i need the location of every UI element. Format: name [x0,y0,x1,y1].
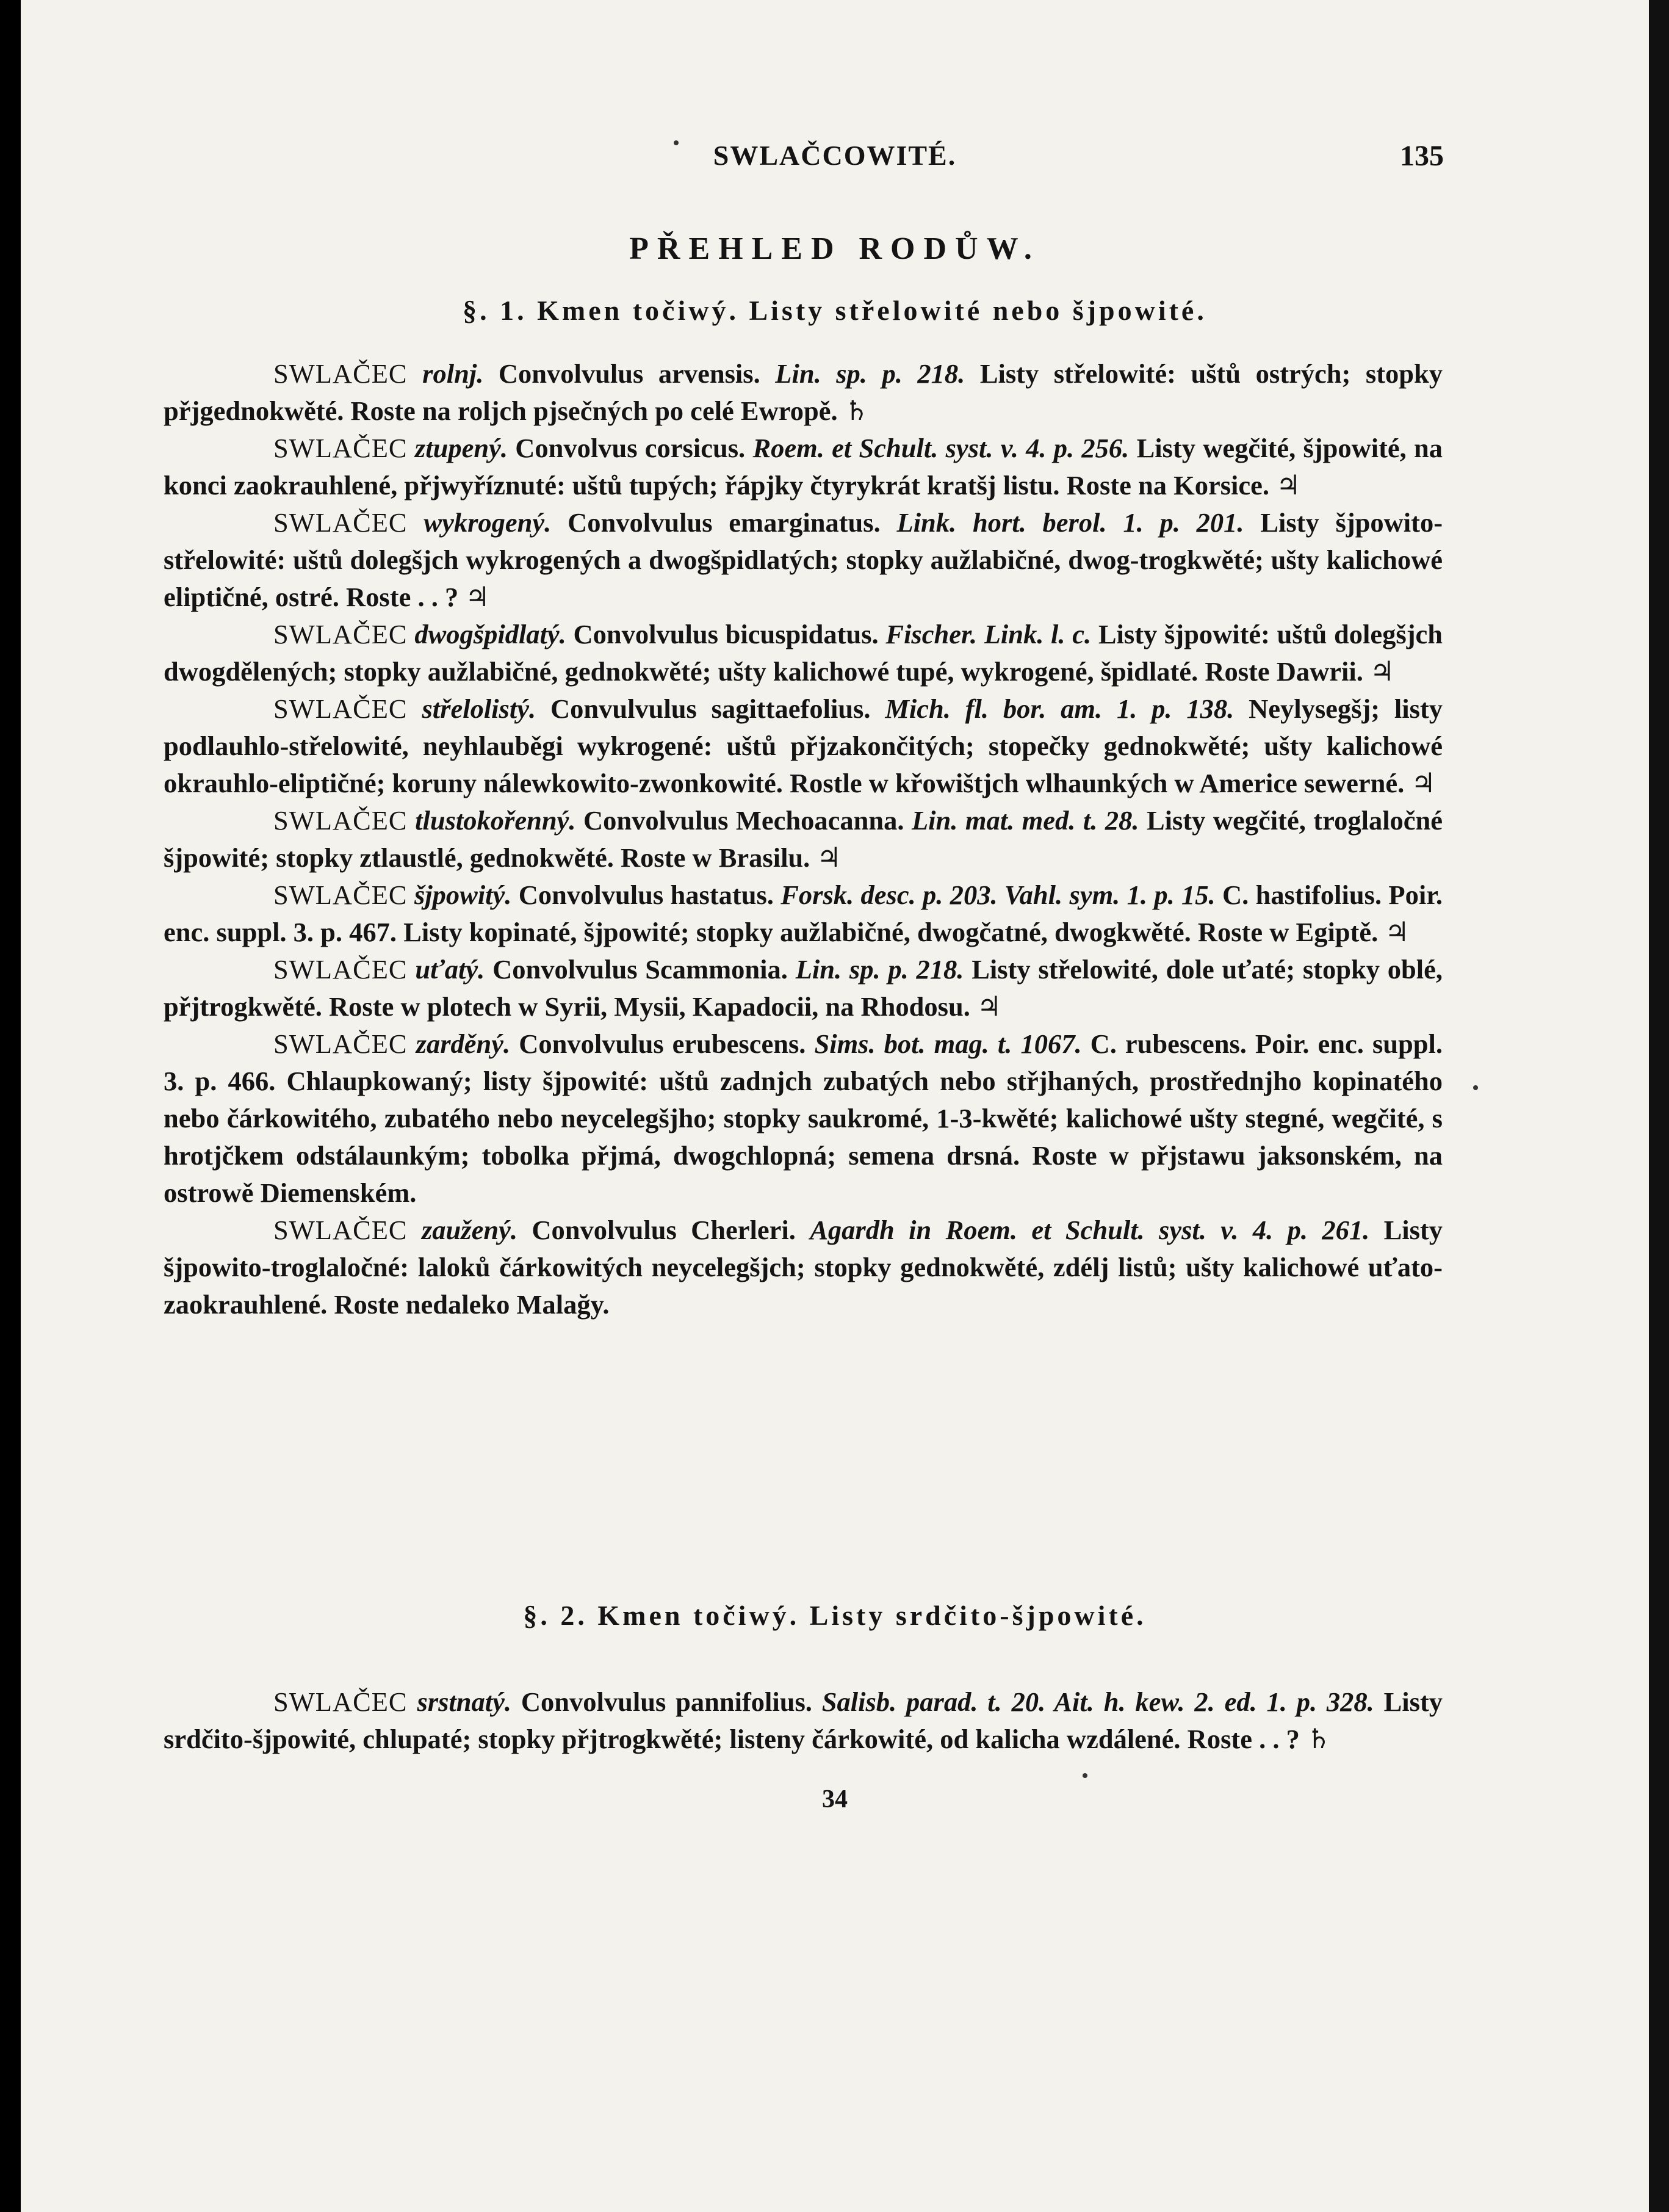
species-entry [164,1683,1443,1758]
genus-name: SWLAČEC [273,693,408,724]
czech-epithet: šjpowitý. [414,880,512,910]
life-form-symbol: ♃ [1385,917,1410,947]
running-title: SWLAČCOWITÉ. [713,140,957,171]
description: Listy wegčité, šjpowité, na konci zaokrauhlené, přjwyříznuté: uštů tupých; řápjky čtyrykrát kratšj listu. Roste na Korsice. [164,433,1443,501]
description: C. rubescens. Poir. enc. suppl. 3. p. 466. Chlaupkowaný; listy šjpowité: uštů zadnjch zubatých nebo střjhaných, prostřednjho kopinatého nebo čárkowitého, zubatého nebo neycelegšjho; stopky saukromé, 1-3-kwěté; kalichowé ušty stegné, wegčité, s hrotjčkem odstálaunkým; tobolka přjmá, dwogchlopná; semena drsná. Roste w přjstawu jaksonském, na ostrowě Diemenském. [164,1028,1443,1208]
latin-name: Convolvus corsicus. [515,433,746,463]
species-entry [164,355,1443,430]
latin-name: Convolvulus Scammonia. [492,954,788,985]
citation: Sims. bot. mag. t. 1067. [814,1028,1082,1059]
czech-epithet: dwogšpidlatý. [414,619,566,649]
species-entry [164,690,1443,802]
genus-name: SWLAČEC [273,880,408,910]
czech-epithet: tlustokořenný. [415,805,576,836]
description: Neylysegšj; listy podlauhlo-střelowité, neyhlauběgi wykrogené: uštů přjzakončitých; stopečky gednokwěté; ušty kalichowé okrauhlo-eliptičné; koruny nálewkowito-zwonkowité. Rostle w křowištjch wlhaunkých w Americe sewerné. [164,693,1443,798]
section-title: §. 2. Kmen točiwý. Listy srdčito-šjpowité. [523,1600,1147,1631]
description: Listy šjpowité: uštů dolegšjch dwogdělených; stopky aužlabičné, gednokwěté; ušty kalichowé tupé, wykrogené, špidlaté. Roste Dawrii. [164,619,1443,687]
genus-name: SWLAČEC [273,1686,408,1717]
czech-epithet: wykrogený. [424,507,552,538]
czech-epithet: zarděný. [416,1028,511,1059]
species-entry [164,802,1443,876]
page-heading: PŘEHLED RODŮW. [629,231,1040,266]
latin-name: Convolvulus bicuspidatus. [573,619,879,649]
latin-name: Convolvulus erubescens. [519,1028,806,1059]
life-form-symbol: ♃ [1370,656,1394,687]
ink-speck [1473,1085,1478,1090]
genus-name: SWLAČEC [273,507,408,538]
book-page [21,0,1649,2212]
life-form-symbol: ♄ [844,396,869,426]
latin-name: Convolvulus arvensis. [498,358,760,389]
latin-name: Convolvulus hastatus. [518,880,774,910]
entries-block [164,1683,1443,1758]
description: Listy srdčito-šjpowité, chlupaté; stopky přjtrogkwěté; listeny čárkowité, od kalicha wzdálené. Roste . . ? [164,1686,1443,1754]
entries-block [164,355,1443,1323]
species-entry [164,616,1443,690]
citation: Link. hort. berol. 1. p. 201. [896,507,1244,538]
latin-name: Convolvulus emarginatus. [568,507,881,538]
description: Listy wegčité, troglaločné šjpowité; stopky ztlaustlé, gednokwěté. Roste w Brasilu. [164,805,1443,873]
czech-epithet: rolnj. [422,358,484,389]
latin-name: Convolvulus Mechoacanna. [583,805,904,836]
species-entry [164,1212,1443,1323]
life-form-symbol: ♃ [816,842,842,873]
ink-speck [674,140,679,145]
czech-epithet: srstnatý. [417,1686,512,1717]
species-entry [164,430,1443,504]
genus-name: SWLAČEC [273,619,408,649]
genus-name: SWLAČEC [273,954,408,985]
citation: Lin. sp. p. 218. [795,954,964,985]
scan-edge [1649,0,1669,2212]
species-entry [164,876,1443,951]
latin-name: Convulvulus sagittaefolius. [550,693,871,724]
latin-name: Convolvulus pannifolius. [521,1686,812,1717]
page-header [21,139,1649,182]
life-form-symbol: ♃ [1276,470,1301,501]
latin-name: Convolvulus Cherleri. [532,1215,796,1245]
life-form-symbol: ♄ [1306,1724,1331,1754]
life-form-symbol: ♃ [1411,768,1436,798]
czech-epithet: zaužený. [421,1215,517,1245]
species-entry [164,504,1443,616]
genus-name: SWLAČEC [273,358,408,389]
citation: Lin. sp. p. 218. [775,358,965,389]
section-title: §. 1. Kmen točiwý. Listy střelowité nebo šjpowité. [463,295,1207,326]
citation: Salisb. parad. t. 20. Ait. h. kew. 2. ed. 1. p. 328. [821,1686,1374,1717]
description: C. hastifolius. Poir. enc. suppl. 3. p. 467. Listy kopinaté, šjpowité; stopky aužlabičné, dwogčatné, dwogkwěté. Roste w Egiptě. [164,880,1443,947]
ink-speck [1083,1773,1087,1778]
genus-name: SWLAČEC [273,805,408,836]
species-entry [164,1025,1443,1212]
citation: Roem. et Schult. syst. v. 4. p. 256. [752,433,1130,463]
page-number: 135 [1400,140,1444,172]
life-form-symbol: ♃ [976,991,1001,1022]
czech-epithet: střelolistý. [422,693,536,724]
description: Listy střelowité: uštů ostrých; stopky přjgednokwěté. Roste na roljch pjsečných po celé Ewropě. [164,358,1443,426]
citation: Mich. fl. bor. am. 1. p. 138. [885,693,1235,724]
description: Listy střelowité, dole uťaté; stopky oblé, přjtrogkwěté. Roste w plotech w Syrii, Mysii, Kapadocii, na Rhodosu. [164,954,1443,1022]
citation: Forsk. desc. p. 203. Vahl. sym. 1. p. 15. [780,880,1216,910]
citation: Lin. mat. med. t. 28. [911,805,1139,836]
czech-epithet: uťatý. [415,954,485,985]
genus-name: SWLAČEC [273,1028,408,1059]
citation: Agardh in Roem. et Schult. syst. v. 4. p. 261. [810,1215,1370,1245]
species-entry [164,951,1443,1025]
printer-signature: 34 [822,1785,848,1813]
citation: Fischer. Link. l. c. [885,619,1092,649]
description: Listy šjpowito-troglaločné: laloků čárkowitých neycelegšjch; stopky gednokwěté, zdélj listů; ušty kalichowé uťato-zaokrauhlené. Roste nedaleko Malağy. [164,1215,1443,1320]
czech-epithet: ztupený. [414,433,508,463]
genus-name: SWLAČEC [273,433,408,463]
life-form-symbol: ♃ [465,582,490,612]
genus-name: SWLAČEC [273,1215,408,1245]
description: Listy šjpowito-střelowité: uštů dolegšjch wykrogených a dwogšpidlatých; stopky aužlabičné, dwog-trogkwěté; ušty kalichowé eliptičné, ostré. Roste . . ? [164,507,1443,612]
